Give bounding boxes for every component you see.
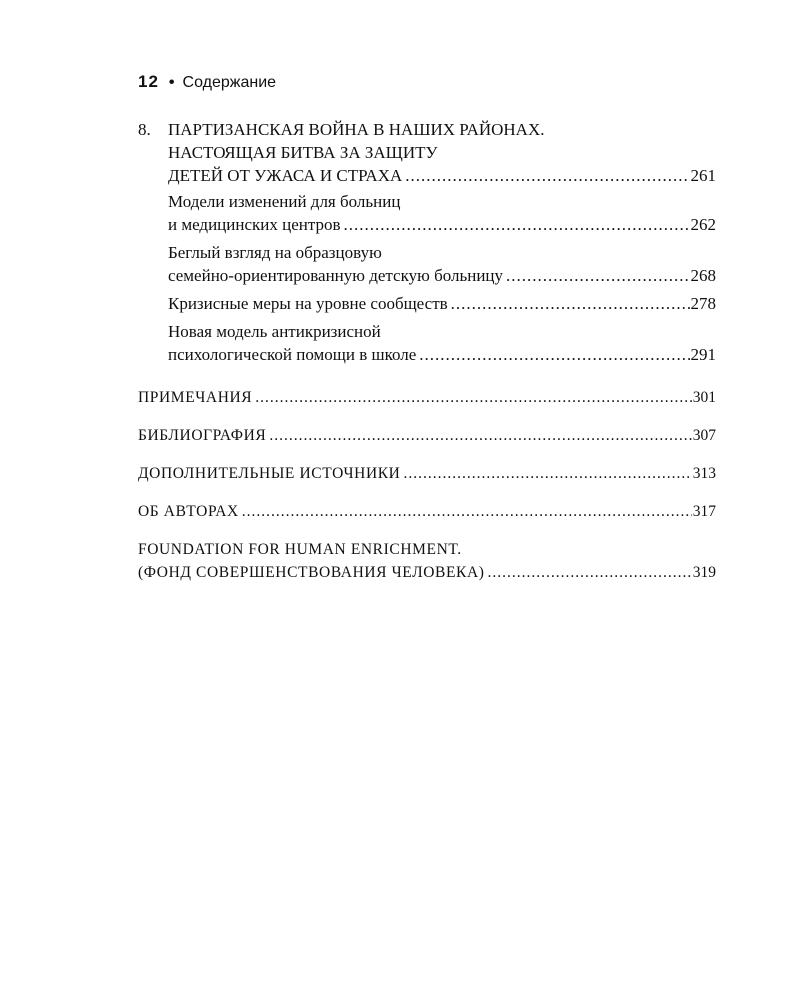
dot-leader	[344, 213, 690, 236]
subsection-leader	[168, 264, 716, 287]
subsection-title-line: Кризисные меры на уровне сообществ	[168, 294, 448, 313]
table-of-contents	[138, 118, 716, 584]
toc-chapter-8	[138, 118, 716, 187]
subsection-title-line: и медицинских центров	[168, 215, 341, 234]
subsection-title-line: психологической помощи в школе	[168, 345, 417, 364]
chapter-page-number: 261	[690, 166, 716, 185]
dot-leader	[405, 164, 689, 187]
entry-leader	[138, 500, 716, 523]
running-head	[138, 72, 276, 93]
dot-leader	[255, 386, 691, 409]
entry-title: ПРИМЕЧАНИЯ	[138, 389, 253, 406]
entry-page-number: 319	[692, 564, 716, 581]
subsection-page-number: 262	[690, 215, 716, 234]
subsection-title-line: семейно-ориентированную детскую больницу	[168, 266, 504, 285]
chapter-title-line: НАСТОЯЩАЯ БИТВА ЗА ЗАЩИТУ	[168, 143, 438, 162]
entry-leader	[138, 424, 716, 447]
entry-leader	[138, 386, 716, 409]
dot-leader	[269, 424, 691, 447]
chapter-title-leader	[168, 164, 716, 187]
subsection-page-number: 278	[690, 294, 716, 313]
subsection-leader	[168, 213, 716, 236]
toc-entry-about-authors	[138, 500, 716, 523]
subsection-page-number: 268	[690, 266, 716, 285]
toc-entry-notes	[138, 386, 716, 409]
subsection-leader	[168, 343, 716, 366]
toc-subsection	[138, 292, 716, 315]
page-number: 12	[138, 72, 159, 91]
dot-leader	[419, 343, 689, 366]
chapter-title-line: ДЕТЕЙ ОТ УЖАСА И СТРАХА	[168, 166, 403, 185]
entry-page-number: 307	[692, 427, 716, 444]
toc-subsection	[138, 241, 716, 287]
toc-entry-foundation	[138, 538, 716, 584]
entry-title: FOUNDATION FOR HUMAN ENRICHMENT.	[138, 541, 462, 558]
subsection-page-number: 291	[690, 345, 716, 364]
subsection-title-line: Беглый взгляд на образцовую	[168, 243, 382, 262]
entry-title: ОБ АВТОРАХ	[138, 503, 239, 520]
chapter-number: 8.	[138, 120, 151, 139]
section-title: Содержание	[182, 74, 277, 91]
entry-title: БИБЛИОГРАФИЯ	[138, 427, 267, 444]
header-separator: •	[168, 74, 175, 91]
entry-title: (ФОНД СОВЕРШЕНСТВОВАНИЯ ЧЕЛОВЕКА)	[138, 564, 485, 581]
subsection-leader	[168, 292, 716, 315]
entry-page-number: 301	[692, 389, 716, 406]
entry-leader	[138, 561, 716, 584]
toc-subsection	[138, 320, 716, 366]
entry-page-number: 317	[692, 503, 716, 520]
toc-subsection	[138, 190, 716, 236]
chapter-title-line: ПАРТИЗАНСКАЯ ВОЙНА В НАШИХ РАЙОНАХ.	[168, 120, 545, 139]
dot-leader	[488, 561, 692, 584]
dot-leader	[506, 264, 689, 287]
dot-leader	[451, 292, 690, 315]
entry-leader	[138, 462, 716, 485]
subsection-title-line: Новая модель антикризисной	[168, 322, 381, 341]
subsection-title-line: Модели изменений для больниц	[168, 192, 401, 211]
toc-entry-bibliography	[138, 424, 716, 447]
entry-page-number: 313	[692, 465, 716, 482]
toc-entry-additional-sources	[138, 462, 716, 485]
dot-leader	[242, 500, 692, 523]
entry-title: ДОПОЛНИТЕЛЬНЫЕ ИСТОЧНИКИ	[138, 465, 401, 482]
dot-leader	[403, 462, 691, 485]
